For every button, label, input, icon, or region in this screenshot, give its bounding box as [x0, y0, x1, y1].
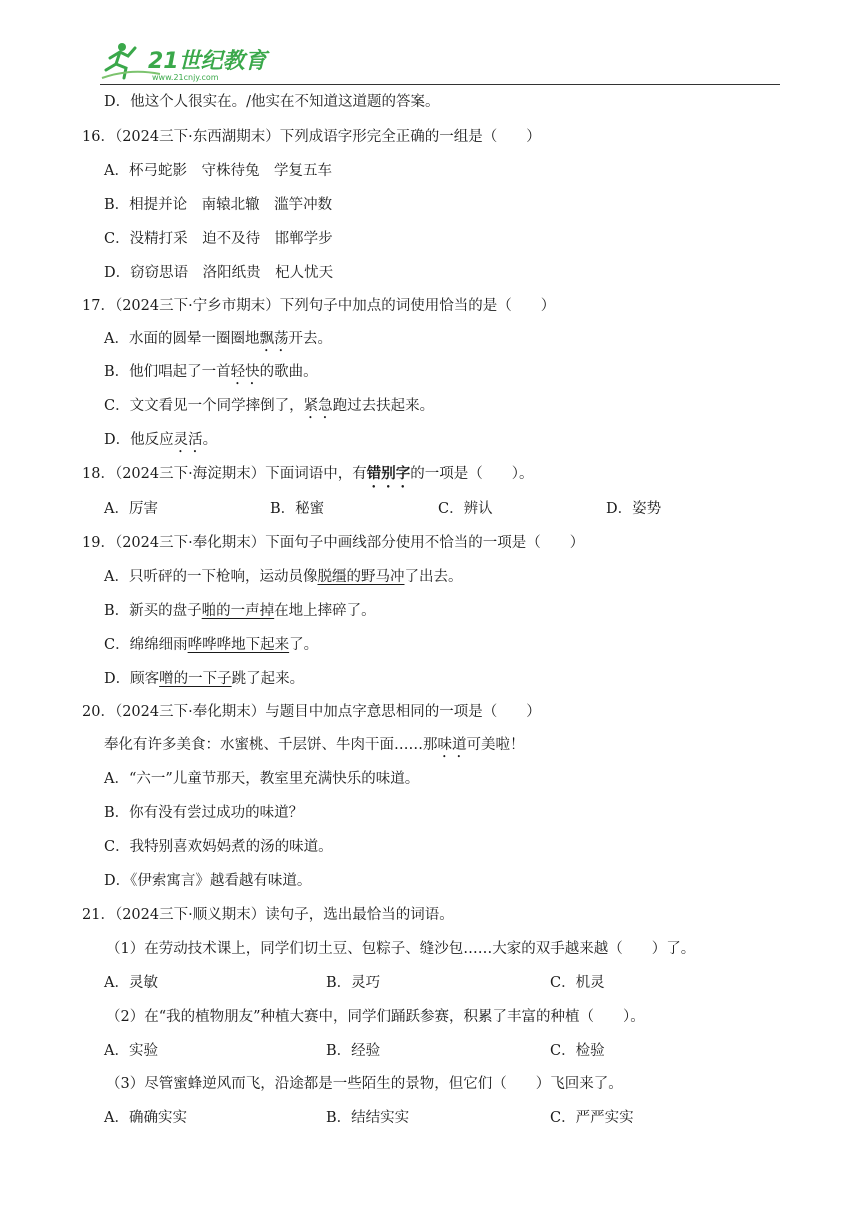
- q16-option-c: C．没精打采 迫不及待 邯郸学步: [104, 231, 333, 247]
- q20-option-a: A．“六一”儿童节那天，教室里充满快乐的味道。: [104, 771, 420, 787]
- q21-sub1-option-a: A．灵敏: [104, 975, 158, 991]
- underlined-phrase: 哗哗哗地下起来: [187, 637, 290, 653]
- header-rule: [100, 84, 780, 85]
- q21-sub1: （1）在劳动技术课上，同学们切土豆、包粽子、缝沙包……大家的双手越来越（ ）了。: [106, 941, 696, 957]
- q18-stem: 18．（2024三下·海淀期末）下面词语中，有错别字的一项是（ ）。: [82, 465, 534, 482]
- q19-option-c: C．绵绵细雨哗哗哗地下起来了。: [104, 637, 319, 653]
- q17-option-b: B．他们唱起了一首轻快的歌曲。: [104, 364, 318, 380]
- q21-sub3-option-a: A．确确实实: [104, 1110, 187, 1126]
- q21-sub1-option-c: C．机灵: [550, 975, 605, 991]
- q18-option-b: B．秘蜜: [270, 501, 325, 517]
- q19-option-a: A．只听砰的一下枪响，运动员像脱缰的野马冲了出去。: [104, 569, 463, 585]
- q21-sub2-option-c: C．检验: [550, 1043, 605, 1059]
- q18-option-d: D．姿势: [606, 501, 662, 517]
- q21-stem: 21．（2024三下·顺义期末）读句子，选出最恰当的词语。: [82, 907, 454, 923]
- dotted-word: 轻快: [230, 364, 260, 380]
- q21-sub3-option-c: C．严严实实: [550, 1110, 634, 1126]
- q20-option-b: B．你有没有尝过成功的味道？: [104, 805, 304, 821]
- q17-option-d: D．他反应灵活。: [104, 432, 218, 448]
- q21-sub2-option-b: B．经验: [326, 1043, 381, 1059]
- q20-option-d: D．《伊索寓言》越看越有味道。: [104, 873, 312, 889]
- q18-option-a: A．厉害: [104, 501, 158, 517]
- q18-option-c: C．辨认: [438, 501, 493, 517]
- q16-option-d: D．窃窃思语 洛阳纸贵 杞人忧天: [104, 265, 334, 281]
- q20-stem: 20．（2024三下·奉化期末）与题目中加点字意思相同的一项是（ ）: [82, 704, 541, 720]
- svg-text:21世纪教育: 21世纪教育: [148, 49, 267, 74]
- q21-sub2: （2）在“我的植物朋友”种植大赛中，同学们踊跃参赛，积累了丰富的种植（ ）。: [106, 1009, 645, 1025]
- underlined-phrase: 噌的一下子: [159, 671, 232, 687]
- dotted-word: 紧急: [303, 398, 333, 414]
- bold-dotted-word: 错别字: [366, 465, 411, 482]
- q20-context: 奉化有许多美食：水蜜桃、千层饼、牛肉干面……那味道可美啦！: [104, 737, 525, 753]
- svg-text:www.21cnjy.com: www.21cnjy.com: [152, 73, 219, 82]
- q16-option-b: B．相提并论 南辕北辙 滥竽冲数: [104, 197, 333, 213]
- q17-stem: 17．（2024三下·宁乡市期末）下列句子中加点的词使用恰当的是（ ）: [82, 298, 556, 314]
- page-header: [100, 38, 780, 86]
- q19-stem: 19．（2024三下·奉化期末）下面句子中画线部分使用不恰当的一项是（ ）: [82, 535, 585, 551]
- dotted-word: 飘荡: [259, 331, 289, 347]
- q17-option-c: C．文文看见一个同学摔倒了，紧急跑过去扶起来。: [104, 398, 435, 414]
- q20-option-c: C．我特别喜欢妈妈煮的汤的味道。: [104, 839, 333, 855]
- q21-sub2-option-a: A．实验: [104, 1043, 158, 1059]
- dotted-word: 灵活: [173, 432, 203, 448]
- q16-stem: 16．（2024三下·东西湖期末）下列成语字形完全正确的一组是（ ）: [82, 129, 541, 145]
- q16-option-a: A．杯弓蛇影 守株待兔 学复五车: [104, 163, 332, 179]
- q19-option-d: D．顾客噌的一下子跳了起来。: [104, 671, 305, 687]
- q21-sub1-option-b: B．灵巧: [326, 975, 381, 991]
- q15-option-d: D．他这个人很实在。/他实在不知道这道题的答案。: [104, 94, 440, 110]
- underlined-phrase: 啪的一声掉: [201, 603, 275, 619]
- logo-21cnjy: [100, 38, 280, 84]
- q17-option-a: A．水面的圆晕一圈圈地飘荡开去。: [104, 331, 332, 347]
- dotted-word: 味道: [437, 737, 467, 753]
- q19-option-b: B．新买的盘子啪的一声掉在地上摔碎了。: [104, 603, 376, 619]
- q21-sub3-option-b: B．结结实实: [326, 1110, 410, 1126]
- q21-sub3: （3）尽管蜜蜂逆风而飞，沿途都是一些陌生的景物，但它们（ ）飞回来了。: [106, 1076, 623, 1092]
- underlined-phrase: 脱缰的野马冲: [317, 569, 405, 585]
